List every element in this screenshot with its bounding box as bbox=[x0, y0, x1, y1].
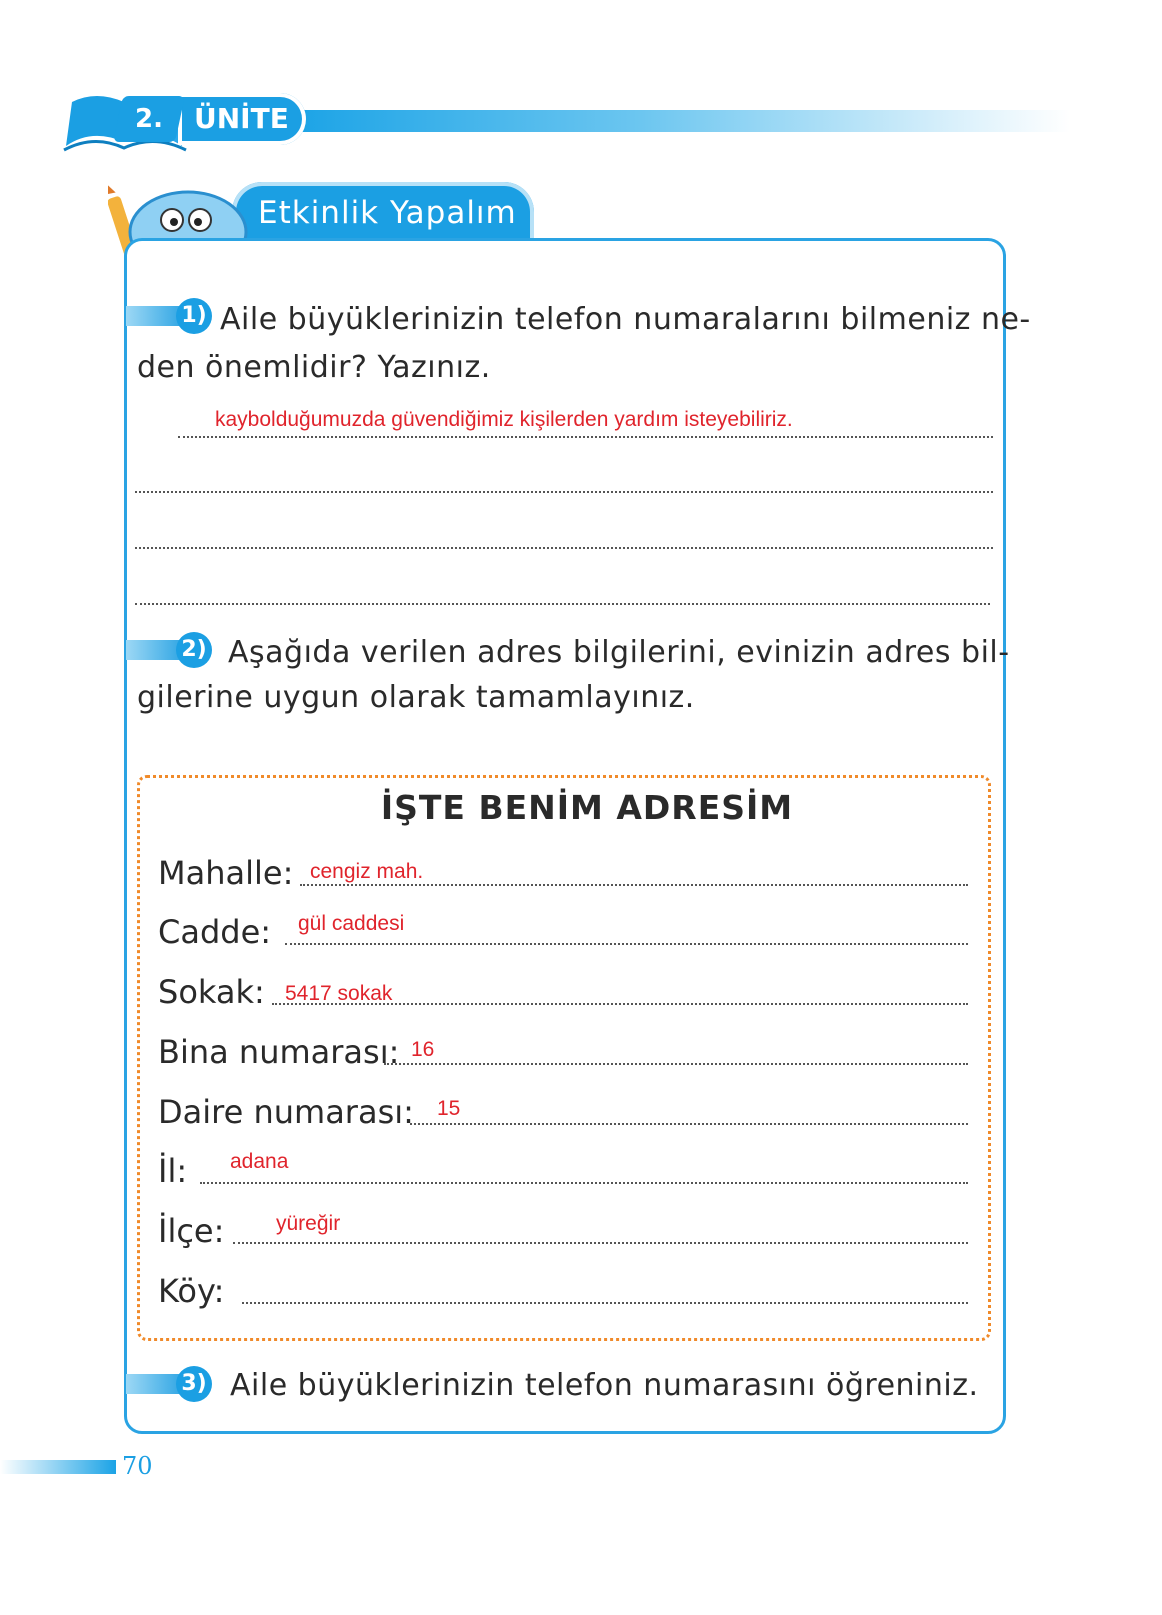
field-value-il[interactable]: adana bbox=[230, 1150, 289, 1173]
field-line-mahalle bbox=[300, 884, 968, 886]
field-value-mahalle[interactable]: cengiz mah. bbox=[310, 860, 424, 883]
activity-title-tab: Etkinlik Yapalım bbox=[232, 182, 534, 242]
page-number-bar bbox=[0, 1460, 116, 1474]
field-label-cadde: Cadde: bbox=[158, 913, 272, 951]
field-line-ilce bbox=[233, 1242, 968, 1244]
question-3-text: Aile büyüklerinizin telefon numarasını öğreniniz. bbox=[230, 1368, 979, 1403]
question-3-number: 3) bbox=[176, 1366, 212, 1402]
question-2-text-line1: Aşağıda verilen adres bilgilerini, evinizin adres bil- bbox=[228, 635, 1010, 670]
field-label-bina-numarasi: Bina numarası: bbox=[158, 1033, 400, 1071]
field-label-mahalle: Mahalle: bbox=[158, 854, 294, 892]
field-label-il: İl: bbox=[158, 1152, 188, 1190]
field-label-ilce: İlçe: bbox=[158, 1212, 225, 1250]
question-1-number: 1) bbox=[176, 298, 212, 334]
answer-line-1 bbox=[178, 436, 993, 438]
answer-line-4 bbox=[135, 603, 990, 605]
question-2-text-line2: gilerine uygun olarak tamamlayınız. bbox=[137, 680, 695, 715]
question-1-text-line2: den önemlidir? Yazınız. bbox=[137, 350, 491, 385]
field-value-sokak[interactable]: 5417 sokak bbox=[285, 982, 393, 1005]
field-line-il bbox=[200, 1182, 968, 1184]
unit-label: ÜNİTE bbox=[178, 93, 306, 145]
answer-line-2 bbox=[135, 491, 993, 493]
field-label-daire-numarasi: Daire numarası: bbox=[158, 1093, 414, 1131]
question-1-text-line1: Aile büyüklerinizin telefon numaralarını bilmeniz ne- bbox=[220, 302, 1031, 337]
field-value-cadde[interactable]: gül caddesi bbox=[298, 912, 405, 935]
field-label-koy: Köy: bbox=[158, 1272, 225, 1310]
unit-number: 2. bbox=[113, 96, 185, 142]
field-line-cadde bbox=[285, 943, 968, 945]
address-form-title: İŞTE BENİM ADRESİM bbox=[380, 788, 794, 827]
answer-line-3 bbox=[135, 547, 993, 549]
field-value-ilce[interactable]: yüreğir bbox=[276, 1212, 341, 1235]
field-line-daire-numarasi bbox=[410, 1123, 968, 1125]
page-number: 70 bbox=[122, 1452, 153, 1480]
field-line-koy bbox=[242, 1302, 968, 1304]
answer-1-text[interactable]: kaybolduğumuzda güvendiğimiz kişilerden yardım isteyebiliriz. bbox=[215, 408, 793, 431]
field-value-bina-numarasi[interactable]: 16 bbox=[411, 1038, 435, 1061]
field-value-daire-numarasi[interactable]: 15 bbox=[437, 1097, 461, 1120]
field-line-bina-numarasi bbox=[384, 1063, 968, 1065]
field-label-sokak: Sokak: bbox=[158, 973, 265, 1011]
question-2-number: 2) bbox=[176, 632, 212, 668]
unit-header-bar bbox=[290, 110, 1070, 132]
